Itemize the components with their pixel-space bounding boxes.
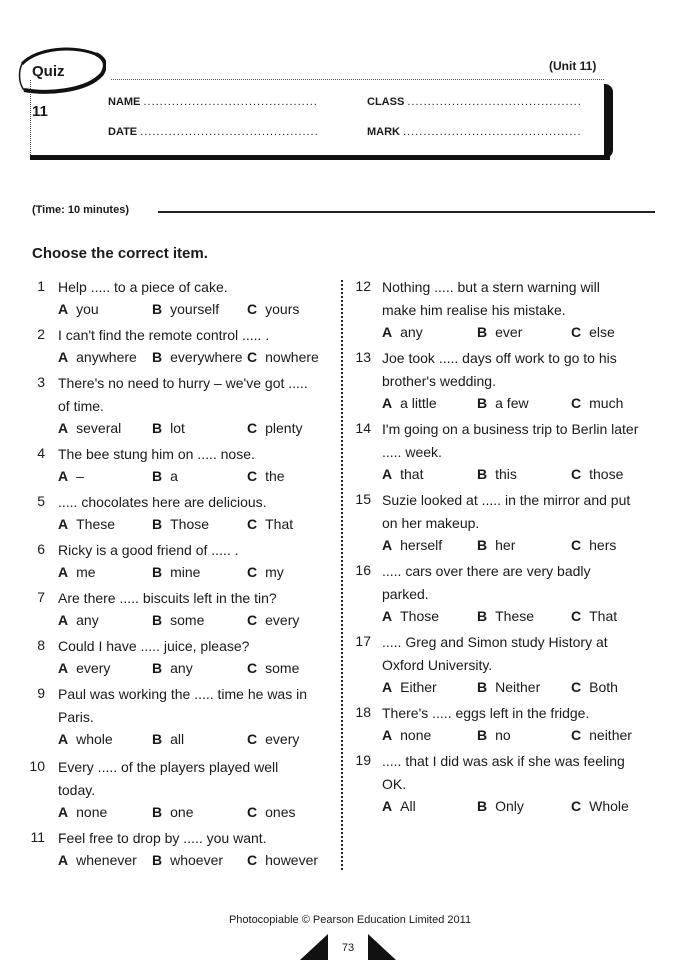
option-text: everywhere [170, 349, 243, 365]
option-text: a [170, 468, 178, 484]
option-text: lot [170, 420, 185, 436]
option-letter: B [477, 679, 488, 695]
option-letter: C [247, 516, 258, 532]
question-number: 8 [37, 637, 45, 653]
option-a[interactable] [58, 564, 96, 580]
class-field [367, 96, 582, 108]
option-text: some [265, 660, 300, 676]
question-text: brother's wedding. [382, 373, 496, 389]
option-text: none [400, 727, 432, 743]
option-letter: B [152, 852, 163, 868]
option-text: That [265, 516, 294, 532]
option-letter: A [58, 420, 69, 436]
option-text: – [76, 468, 84, 484]
date-field [108, 126, 319, 138]
class-label: CLASS [367, 96, 405, 108]
option-letter: C [247, 804, 258, 820]
option-letter: A [382, 537, 393, 553]
option-a[interactable] [382, 537, 442, 553]
option-letter: A [382, 679, 393, 695]
option-letter: C [571, 608, 582, 624]
question-number: 2 [37, 326, 45, 342]
option-text: my [265, 564, 284, 580]
option-b[interactable] [152, 660, 193, 676]
option-b[interactable] [152, 301, 219, 317]
option-a[interactable] [382, 798, 416, 814]
option-c[interactable] [571, 679, 618, 695]
option-a[interactable] [58, 660, 110, 676]
option-letter: B [152, 731, 163, 747]
option-letter: C [247, 852, 258, 868]
question-text: Every ..... of the players played well [58, 759, 279, 775]
option-text: her [495, 537, 516, 553]
question-text: I can't find the remote control ..... . [58, 327, 270, 343]
option-c[interactable] [247, 301, 299, 317]
mark-field [367, 126, 582, 138]
option-c[interactable] [571, 727, 632, 743]
option-text: no [495, 727, 511, 743]
question-text: Could I have ..... juice, please? [58, 638, 250, 654]
option-text: any [76, 612, 99, 628]
option-text: Whole [589, 798, 629, 814]
time-rule [158, 211, 655, 213]
question-text: Are there ..... biscuits left in the tin? [58, 590, 277, 606]
option-a[interactable] [58, 852, 137, 868]
option-text: mine [170, 564, 201, 580]
option-a[interactable] [58, 420, 121, 436]
option-c[interactable] [247, 564, 284, 580]
option-letter: C [571, 466, 582, 482]
option-text: those [589, 466, 624, 482]
option-letter: A [382, 466, 393, 482]
question-text: Paul was working the ..... time he was in [58, 686, 307, 702]
option-c[interactable] [571, 537, 616, 553]
question-text: ..... cars over there are very badly [382, 563, 591, 579]
option-text: All [400, 798, 416, 814]
option-text: this [495, 466, 517, 482]
question-text: Help ..... to a piece of cake. [58, 279, 228, 295]
option-letter: C [247, 468, 258, 484]
option-letter: B [152, 516, 163, 532]
option-c[interactable] [571, 466, 623, 482]
option-letter: C [247, 612, 258, 628]
option-text: me [76, 564, 96, 580]
question-number: 11 [30, 829, 45, 845]
question-number: 12 [355, 278, 371, 294]
option-text: you [76, 301, 99, 317]
option-letter: A [58, 660, 69, 676]
option-a[interactable] [382, 679, 437, 695]
option-a[interactable] [382, 395, 437, 411]
option-c[interactable] [571, 395, 623, 411]
option-text: Those [400, 608, 440, 624]
option-letter: C [571, 395, 582, 411]
question-number: 16 [355, 562, 371, 578]
option-text: hers [589, 537, 617, 553]
option-c[interactable] [571, 324, 615, 340]
option-letter: C [571, 537, 582, 553]
option-text: anywhere [76, 349, 137, 365]
question-text: Joe took ..... days off work to go to his [382, 350, 617, 366]
option-b[interactable] [152, 516, 209, 532]
option-b[interactable] [477, 537, 515, 553]
option-c[interactable] [247, 420, 302, 436]
class-blank: ........................................... [407, 96, 582, 108]
option-text: any [400, 324, 423, 340]
option-c[interactable] [247, 468, 285, 484]
option-a[interactable] [58, 516, 115, 532]
option-text: none [76, 804, 108, 820]
column-divider [341, 280, 343, 870]
option-text: every [76, 660, 111, 676]
option-letter: B [477, 324, 488, 340]
time-label: (Time: 10 minutes) [32, 204, 129, 216]
option-text: one [170, 804, 194, 820]
option-c[interactable] [247, 612, 299, 628]
mark-blank: ............................................ [403, 126, 582, 138]
option-text: yours [265, 301, 300, 317]
option-c[interactable] [571, 608, 617, 624]
option-letter: C [247, 301, 258, 317]
option-text: Only [495, 798, 524, 814]
name-label: NAME [108, 96, 141, 108]
option-text: Those [170, 516, 210, 532]
option-a[interactable] [58, 468, 84, 484]
option-letter: A [58, 612, 69, 628]
option-text: That [589, 608, 618, 624]
option-letter: B [477, 466, 488, 482]
option-text: Neither [495, 679, 541, 695]
option-text: whoever [170, 852, 224, 868]
quiz-title: Quiz 11 [32, 63, 65, 120]
option-text: whenever [76, 852, 137, 868]
question-number: 7 [37, 589, 45, 605]
question-text: ..... Greg and Simon study History at [382, 634, 608, 650]
option-text: yourself [170, 301, 220, 317]
question-text: The bee stung him on ..... nose. [58, 446, 255, 462]
option-a[interactable] [58, 349, 137, 365]
option-b[interactable] [477, 395, 529, 411]
question-text: Oxford University. [382, 657, 493, 673]
question-text: parked. [382, 586, 429, 602]
option-text: neither [589, 727, 632, 743]
option-letter: B [152, 420, 163, 436]
option-a[interactable] [382, 608, 439, 624]
option-letter: A [382, 395, 393, 411]
question-number: 5 [37, 493, 45, 509]
option-text: whole [76, 731, 113, 747]
option-b[interactable] [477, 324, 522, 340]
option-a[interactable] [58, 731, 113, 747]
option-letter: A [58, 731, 69, 747]
option-text: ever [495, 324, 523, 340]
option-text: every [265, 731, 300, 747]
question-text: Feel free to drop by ..... you want. [58, 830, 267, 846]
option-letter: C [571, 324, 582, 340]
option-text: some [170, 612, 205, 628]
option-c[interactable] [247, 516, 293, 532]
option-letter: B [152, 301, 163, 317]
option-letter: C [571, 727, 582, 743]
question-text: Nothing ..... but a stern warning will [382, 279, 600, 295]
option-b[interactable] [152, 349, 243, 365]
unit-label: (Unit 11) [549, 59, 597, 73]
option-text: a few [495, 395, 529, 411]
option-a[interactable] [58, 612, 99, 628]
question-text: Ricky is a good friend of ..... . [58, 542, 239, 558]
option-letter: C [247, 731, 258, 747]
option-c[interactable] [247, 804, 295, 820]
option-b[interactable] [152, 804, 193, 820]
name-field [108, 96, 318, 108]
option-letter: B [477, 537, 488, 553]
question-number: 19 [355, 752, 371, 768]
option-letter: C [571, 679, 582, 695]
option-b[interactable] [152, 731, 184, 747]
question-text: There's ..... eggs left in the fridge. [382, 705, 590, 721]
option-letter: B [152, 660, 163, 676]
option-b[interactable] [152, 468, 178, 484]
question-text: today. [58, 782, 96, 798]
option-letter: A [58, 564, 69, 580]
option-c[interactable] [247, 660, 299, 676]
option-letter: B [152, 564, 163, 580]
option-letter: B [152, 468, 163, 484]
option-a[interactable] [382, 466, 423, 482]
name-blank: ........................................... [143, 96, 318, 108]
option-text: else [589, 324, 615, 340]
option-text: every [265, 612, 300, 628]
option-text: much [589, 395, 624, 411]
option-letter: B [152, 804, 163, 820]
page-number: 73 [341, 942, 355, 954]
option-letter: A [58, 852, 69, 868]
option-text: These [76, 516, 116, 532]
question-number: 14 [355, 420, 371, 436]
option-c[interactable] [247, 349, 319, 365]
option-letter: A [382, 324, 393, 340]
question-number: 10 [29, 758, 45, 774]
option-letter: A [382, 727, 393, 743]
option-text: the [265, 468, 285, 484]
question-number: 18 [355, 704, 371, 720]
option-c[interactable] [247, 731, 299, 747]
option-letter: C [247, 349, 258, 365]
option-letter: B [152, 612, 163, 628]
question-number: 17 [355, 633, 371, 649]
option-a[interactable] [382, 324, 423, 340]
question-number: 3 [37, 374, 45, 390]
question-number: 1 [37, 278, 45, 294]
option-letter: A [58, 468, 69, 484]
date-label: DATE [108, 126, 138, 138]
option-text: all [170, 731, 185, 747]
option-letter: A [58, 804, 69, 820]
option-c[interactable] [247, 852, 318, 868]
question-number: 9 [37, 685, 45, 701]
option-text: several [76, 420, 122, 436]
option-text: nowhere [265, 349, 319, 365]
option-letter: A [382, 798, 393, 814]
option-text: plenty [265, 420, 303, 436]
option-text: however [265, 852, 319, 868]
question-text: make him realise his mistake. [382, 302, 566, 318]
option-letter: C [247, 564, 258, 580]
student-info-box [30, 80, 609, 155]
date-blank: ............................................ [140, 126, 319, 138]
question-text: ..... that I did was ask if she was feeling [382, 753, 625, 769]
question-text: ..... week. [382, 444, 442, 460]
option-letter: B [152, 349, 163, 365]
option-b[interactable] [152, 852, 223, 868]
option-a[interactable] [382, 727, 431, 743]
option-text: These [495, 608, 535, 624]
question-text: on her makeup. [382, 515, 480, 531]
instructions: Choose the correct item. [32, 245, 208, 262]
mark-label: MARK [367, 126, 400, 138]
question-number: 4 [37, 445, 45, 461]
option-letter: B [477, 395, 488, 411]
question-text: I'm going on a business trip to Berlin later [382, 421, 639, 437]
option-b[interactable] [477, 466, 517, 482]
page-corner-right [368, 934, 396, 960]
option-a[interactable] [58, 301, 99, 317]
option-letter: A [382, 608, 393, 624]
info-box-edge [604, 84, 613, 158]
question-text: of time. [58, 398, 104, 414]
option-letter: B [477, 798, 488, 814]
option-b[interactable] [152, 420, 185, 436]
option-text: a little [400, 395, 437, 411]
question-text: Paris. [58, 709, 94, 725]
option-letter: B [477, 608, 488, 624]
question-text: Suzie looked at ..... in the mirror and put [382, 492, 631, 508]
option-text: that [400, 466, 424, 482]
option-b[interactable] [152, 612, 204, 628]
option-letter: A [58, 301, 69, 317]
option-text: Both [589, 679, 618, 695]
option-text: any [170, 660, 193, 676]
option-letter: B [477, 727, 488, 743]
option-text: Either [400, 679, 437, 695]
option-letter: A [58, 349, 69, 365]
option-b[interactable] [477, 679, 540, 695]
option-letter: C [247, 420, 258, 436]
option-c[interactable] [571, 798, 629, 814]
option-b[interactable] [477, 798, 524, 814]
option-letter: A [58, 516, 69, 532]
question-number: 6 [37, 541, 45, 557]
question-text: OK. [382, 776, 407, 792]
question-number: 13 [355, 349, 371, 365]
option-b[interactable] [477, 727, 511, 743]
option-text: herself [400, 537, 443, 553]
option-b[interactable] [152, 564, 200, 580]
option-b[interactable] [477, 608, 534, 624]
question-text: ..... chocolates here are delicious. [58, 494, 267, 510]
question-number: 15 [355, 491, 371, 507]
question-text: There's no need to hurry – we've got ..... [58, 375, 308, 391]
option-letter: C [247, 660, 258, 676]
option-a[interactable] [58, 804, 107, 820]
option-letter: C [571, 798, 582, 814]
option-text: ones [265, 804, 296, 820]
info-box-shadow [30, 155, 610, 160]
page-corner-left [300, 934, 328, 960]
copyright-footer: Photocopiable © Pearson Education Limited 2011 [228, 914, 472, 926]
